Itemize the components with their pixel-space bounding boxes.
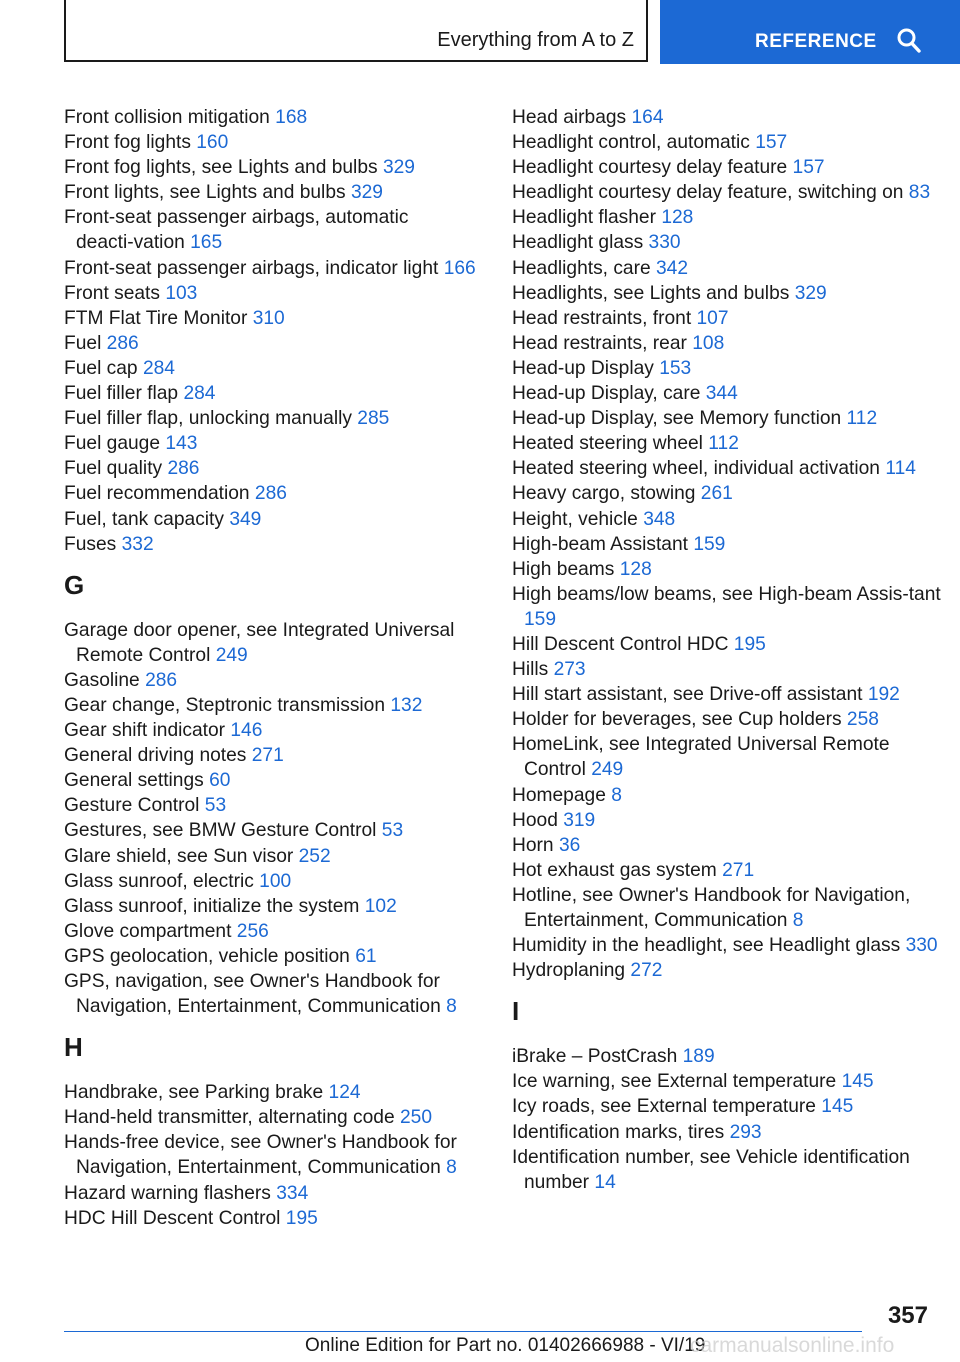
index-entry-text: Front‑seat passenger airbags, indicator light	[64, 257, 439, 279]
page-reference-link[interactable]: 146	[230, 720, 263, 742]
page-reference-link[interactable]: 103	[165, 282, 198, 304]
index-entry	[512, 356, 942, 381]
page-reference-link[interactable]: 114	[885, 458, 916, 480]
page-reference-link[interactable]: 344	[705, 383, 738, 405]
page-reference-link[interactable]: 153	[659, 357, 692, 379]
page-reference-link[interactable]: 132	[390, 694, 423, 716]
page-reference-link[interactable]: 334	[276, 1182, 309, 1204]
page-reference-link[interactable]: 145	[841, 1071, 874, 1093]
index-entry	[512, 507, 942, 532]
page-reference-link[interactable]: 273	[553, 659, 586, 681]
page-reference-link[interactable]: 107	[696, 307, 729, 329]
index-entry-text: GPS geolocation, vehicle position	[64, 945, 350, 967]
index-entry	[64, 894, 494, 919]
index-letter-heading: H	[64, 1032, 83, 1063]
page-reference-link[interactable]: 310	[252, 307, 285, 329]
section-header	[64, 0, 648, 62]
page-reference-link[interactable]: 249	[215, 644, 248, 666]
index-entry	[64, 919, 494, 944]
index-entry	[512, 205, 942, 230]
page-reference-link[interactable]: 8	[792, 910, 804, 931]
section-title: Everything from A to Z	[437, 29, 634, 51]
index-entry-text: Gestures, see BMW Gesture Control	[64, 820, 377, 842]
page-reference-link[interactable]: 157	[792, 157, 825, 179]
page-number: 357	[887, 1302, 928, 1329]
index-entry	[64, 406, 494, 431]
index-entry	[64, 693, 494, 718]
index-entry-text: Fuel gauge	[64, 433, 161, 455]
index-entry	[512, 180, 942, 205]
page-reference-link[interactable]: 342	[656, 257, 689, 279]
page-reference-link[interactable]: 128	[661, 207, 694, 229]
index-entry	[64, 481, 494, 506]
index-entry	[64, 1080, 494, 1105]
page-reference-link[interactable]: 271	[251, 745, 284, 767]
index-entry	[64, 818, 494, 843]
index-entry	[512, 381, 942, 406]
index-entry	[64, 281, 494, 306]
search-icon	[896, 27, 922, 55]
index-entry	[64, 944, 494, 969]
index-entry	[512, 657, 942, 682]
index-entry	[512, 632, 942, 657]
index-entry	[64, 768, 494, 793]
index-entry-text: Head airbags	[512, 107, 627, 128]
index-entry	[64, 618, 494, 668]
index-entry	[512, 230, 942, 255]
index-entry-text: Front‑seat passenger airbags, automatic deacti‑vation	[64, 207, 409, 254]
index-entry	[512, 808, 942, 833]
page-reference-link[interactable]: 329	[794, 282, 827, 304]
page-reference-link[interactable]: 250	[399, 1107, 432, 1129]
index-entry-text: Headlight courtesy delay feature, switching on	[512, 182, 904, 204]
page-reference-link[interactable]: 60	[209, 770, 231, 792]
page-reference-link[interactable]: 8	[611, 784, 622, 806]
index-entry-text: HomeLink, see Integrated Universal Remote Control	[512, 734, 890, 781]
index-entry	[512, 281, 942, 306]
index-entry	[64, 668, 494, 693]
page-reference-link[interactable]: 36	[558, 834, 581, 856]
index-entry-text: iBrake – PostCrash	[512, 1046, 678, 1068]
page-reference-link[interactable]: 157	[755, 132, 788, 154]
footer-divider	[64, 1331, 862, 1332]
index-entry-text: General driving notes	[64, 745, 247, 767]
index-entry	[512, 431, 942, 456]
page-reference-link[interactable]: 166	[443, 257, 476, 279]
index-entry-text: GPS, navigation, see Owner's Handbook for Navigation, Entertainment, Communication	[64, 971, 441, 1018]
page-reference-link[interactable]: 159	[693, 533, 726, 555]
index-entry-text: Gesture Control	[64, 795, 200, 817]
page-reference-link[interactable]: 258	[846, 709, 879, 731]
reference-tab[interactable]	[660, 0, 960, 64]
index-entry-text: Holder for beverages, see Cup holders	[512, 709, 842, 731]
index-entry	[64, 969, 494, 1019]
index-entry-text: Hill Descent Control HDC	[512, 633, 729, 655]
watermark: carmanualsonline.info	[690, 1334, 895, 1357]
index-entry-text: Gasoline	[64, 669, 140, 691]
index-entry	[512, 1069, 942, 1094]
page-reference-link[interactable]: 8	[446, 1157, 457, 1179]
page-reference-link[interactable]: 108	[692, 332, 725, 354]
index-entry-text: Glove compartment	[64, 920, 232, 942]
page-reference-link[interactable]: 329	[350, 182, 383, 204]
index-entry-text: Hot exhaust gas system	[512, 859, 717, 881]
page-reference-link[interactable]: 249	[591, 759, 624, 781]
index-entry-text: Identification number, see Vehicle identification number	[512, 1146, 910, 1193]
index-entry	[64, 507, 494, 532]
index-entry	[512, 130, 942, 155]
index-entry	[512, 1145, 942, 1195]
index-entry-text: Headlight courtesy delay feature	[512, 157, 788, 179]
index-entry-text: Garage door opener, see Integrated Universal Remote Control	[64, 619, 455, 666]
index-entry-text: High‑beam Assistant	[512, 533, 688, 555]
page-reference-link[interactable]: 272	[630, 960, 663, 982]
index-entry	[64, 180, 494, 205]
index-entry-text: Front seats	[64, 282, 160, 304]
index-entry-text: Humidity in the headlight, see Headlight glass	[512, 935, 901, 957]
index-entry	[64, 105, 494, 130]
page-reference-link[interactable]: 349	[229, 508, 262, 530]
index-entry-text: Hydroplaning	[512, 960, 626, 982]
index-entry	[64, 306, 494, 331]
page-reference-link[interactable]: 195	[733, 633, 766, 655]
page-reference-link[interactable]: 128	[619, 558, 652, 580]
index-entry-text: Gear shift indicator	[64, 720, 226, 742]
index-entry	[512, 1094, 942, 1119]
index-entry-text: Heated steering wheel	[512, 433, 703, 455]
index-entry	[64, 793, 494, 818]
index-entry	[512, 256, 942, 281]
index-entry-text: Hotline, see Owner's Handbook for Navigation, Entertainment, Communication	[512, 884, 911, 931]
index-entry-text: Fuel, tank capacity	[64, 508, 224, 530]
index-entry-text: Fuel quality	[64, 458, 163, 480]
index-entry-text: Homepage	[512, 784, 606, 806]
index-entry-text: Head restraints, rear	[512, 332, 687, 354]
index-entry	[64, 356, 494, 381]
page-reference-link[interactable]: 14	[594, 1171, 616, 1193]
index-entry-text: Heavy cargo, stowing	[512, 483, 696, 505]
index-entry	[512, 858, 942, 883]
index-entry	[512, 783, 942, 808]
index-entry	[512, 883, 942, 933]
index-entry	[64, 869, 494, 894]
index-entry-text: Glare shield, see Sun visor	[64, 845, 294, 867]
index-entry-text: Hill start assistant, see Drive‑off assistant	[512, 684, 863, 706]
index-entry-text: Glass sunroof, initialize the system	[64, 895, 360, 917]
index-entry-text: Fuel recommendation	[64, 483, 250, 505]
index-entry	[64, 331, 494, 356]
index-entry-text: Headlight glass	[512, 232, 644, 254]
index-entry	[64, 844, 494, 869]
index-entry	[512, 306, 942, 331]
page-reference-link[interactable]: 102	[364, 895, 397, 917]
index-entry-text: Height, vehicle	[512, 508, 638, 530]
index-entry-text: Headlights, see Lights and bulbs	[512, 282, 790, 304]
index-entry	[64, 456, 494, 481]
page-reference-link[interactable]: 159	[524, 608, 557, 630]
index-entry-text: Identification marks, tires	[512, 1121, 725, 1143]
index-entry-text: Head‑up Display	[512, 357, 654, 379]
index-entry-text: Fuel cap	[64, 357, 138, 379]
index-entry	[64, 1181, 494, 1206]
index-entry-text: High beams	[512, 558, 615, 580]
page-reference-link[interactable]: 189	[682, 1046, 715, 1068]
page-reference-link[interactable]: 124	[328, 1082, 361, 1104]
index-entry-text: General settings	[64, 770, 204, 792]
index-entry-text: Fuel	[64, 332, 102, 354]
page-reference-link[interactable]: 252	[298, 845, 331, 867]
page-reference-link[interactable]: 61	[355, 945, 377, 967]
reference-tab-label: REFERENCE	[755, 31, 877, 52]
page-reference-link[interactable]: 100	[259, 870, 292, 892]
index-entry-text: HDC Hill Descent Control	[64, 1207, 281, 1229]
page-reference-link[interactable]: 112	[708, 433, 739, 455]
index-entry	[64, 256, 494, 281]
index-entry	[512, 105, 942, 130]
index-entry	[64, 743, 494, 768]
page-reference-link[interactable]: 145	[821, 1096, 854, 1118]
index-entry-text: Handbrake, see Parking brake	[64, 1082, 324, 1104]
index-entry	[64, 1206, 494, 1231]
page-reference-link[interactable]: 165	[190, 232, 223, 254]
index-entry-text: Front fog lights, see Lights and bulbs	[64, 157, 378, 179]
page-reference-link[interactable]: 143	[165, 433, 198, 455]
index-entry	[512, 732, 942, 782]
index-entry-text: Horn	[512, 834, 554, 856]
index-entry	[512, 833, 942, 858]
index-entry	[512, 557, 942, 582]
page-reference-link[interactable]: 329	[382, 157, 415, 179]
index-entry	[512, 682, 942, 707]
page-reference-link[interactable]: 8	[446, 996, 457, 1018]
index-entry-text: Hills	[512, 659, 549, 681]
index-entry-text: Hand‑held transmitter, alternating code	[64, 1107, 395, 1129]
index-entry	[512, 1120, 942, 1145]
index-entry	[64, 718, 494, 743]
index-entry	[512, 707, 942, 732]
index-entry-text: Ice warning, see External temperature	[512, 1071, 837, 1093]
index-entry-text: Headlight flasher	[512, 207, 656, 229]
page-reference-link[interactable]: 112	[846, 408, 878, 430]
index-entry	[512, 155, 942, 180]
page-reference-link[interactable]: 330	[905, 935, 938, 957]
page-reference-link[interactable]: 284	[183, 383, 216, 405]
page-reference-link[interactable]: 285	[357, 408, 390, 430]
index-entry-text: Fuel filler flap, unlocking manually	[64, 408, 352, 430]
index-entry	[512, 456, 942, 481]
index-entry-text: Glass sunroof, electric	[64, 870, 254, 892]
index-entry-text: Head‑up Display, see Memory function	[512, 408, 842, 430]
index-entry	[512, 933, 942, 958]
index-entry-text: FTM Flat Tire Monitor	[64, 307, 248, 329]
index-entry-text: Fuses	[64, 533, 117, 555]
index-letter-heading: G	[64, 569, 85, 600]
index-entry-text: Icy roads, see External temperature	[512, 1096, 816, 1118]
page-reference-link[interactable]: 271	[722, 859, 755, 881]
page-reference-link[interactable]: 160	[196, 132, 229, 154]
page-reference-link[interactable]: 83	[908, 182, 931, 204]
index-entry-text: Gear change, Steptronic transmission	[64, 694, 386, 716]
page-reference-link[interactable]: 319	[563, 809, 596, 831]
edition-text: Online Edition for Part no. 01402666988 - VI/19	[305, 1335, 706, 1356]
index-column-right	[512, 105, 942, 1195]
index-entry	[64, 1105, 494, 1130]
page-reference-link[interactable]: 256	[236, 920, 269, 942]
page-reference-link[interactable]: 330	[648, 232, 681, 254]
page-reference-link[interactable]: 286	[167, 458, 200, 480]
page-reference-link[interactable]: 168	[275, 107, 308, 128]
index-entry-text: Hazard warning flashers	[64, 1182, 271, 1204]
page-reference-link[interactable]: 286	[145, 669, 178, 691]
index-entry-text: Front collision mitigation	[64, 107, 270, 128]
index-entry	[512, 406, 942, 431]
page-reference-link[interactable]: 192	[867, 684, 900, 706]
page-reference-link[interactable]: 332	[121, 533, 154, 555]
index-entry	[64, 431, 494, 456]
index-entry	[64, 130, 494, 155]
index-entry	[64, 381, 494, 406]
page-reference-link[interactable]: 293	[729, 1121, 762, 1143]
page-reference-link[interactable]: 53	[381, 820, 404, 842]
index-entry	[512, 481, 942, 506]
page-reference-link[interactable]: 195	[285, 1207, 318, 1229]
index-entry	[64, 205, 494, 255]
index-entry-text: Hands‑free device, see Owner's Handbook for Navigation, Entertainment, Communication	[64, 1132, 457, 1179]
page-reference-link[interactable]: 261	[700, 483, 733, 505]
index-entry-text: Hood	[512, 809, 558, 831]
page-reference-link[interactable]: 348	[643, 508, 676, 530]
index-entry	[512, 532, 942, 557]
index-entry	[512, 582, 942, 632]
index-column-left	[64, 105, 494, 1231]
index-entry-text: Head restraints, front	[512, 307, 692, 329]
index-entry-text: Headlights, care	[512, 257, 651, 279]
index-entry	[64, 1130, 494, 1180]
index-entry-text: Front lights, see Lights and bulbs	[64, 182, 346, 204]
index-entry-text: Head‑up Display, care	[512, 383, 701, 405]
index-entry-text: Headlight control, automatic	[512, 132, 750, 154]
page-reference-link[interactable]: 284	[142, 357, 175, 379]
page-reference-link[interactable]: 286	[254, 483, 287, 505]
page-reference-link[interactable]: 286	[106, 332, 139, 354]
index-entry	[512, 331, 942, 356]
page-reference-link[interactable]: 53	[204, 795, 227, 817]
index-entry-text: Front fog lights	[64, 132, 191, 154]
index-entry	[512, 1044, 942, 1069]
index-entry	[512, 958, 942, 983]
index-entry	[64, 155, 494, 180]
index-entry-text: Heated steering wheel, individual activation	[512, 458, 880, 480]
index-entry-text: High beams/low beams, see High‑beam Assis‑tant	[512, 583, 941, 605]
index-entry	[64, 532, 494, 557]
index-letter-heading: I	[512, 996, 520, 1027]
index-entry-text: Fuel filler flap	[64, 383, 179, 405]
page-reference-link[interactable]: 164	[631, 107, 664, 128]
